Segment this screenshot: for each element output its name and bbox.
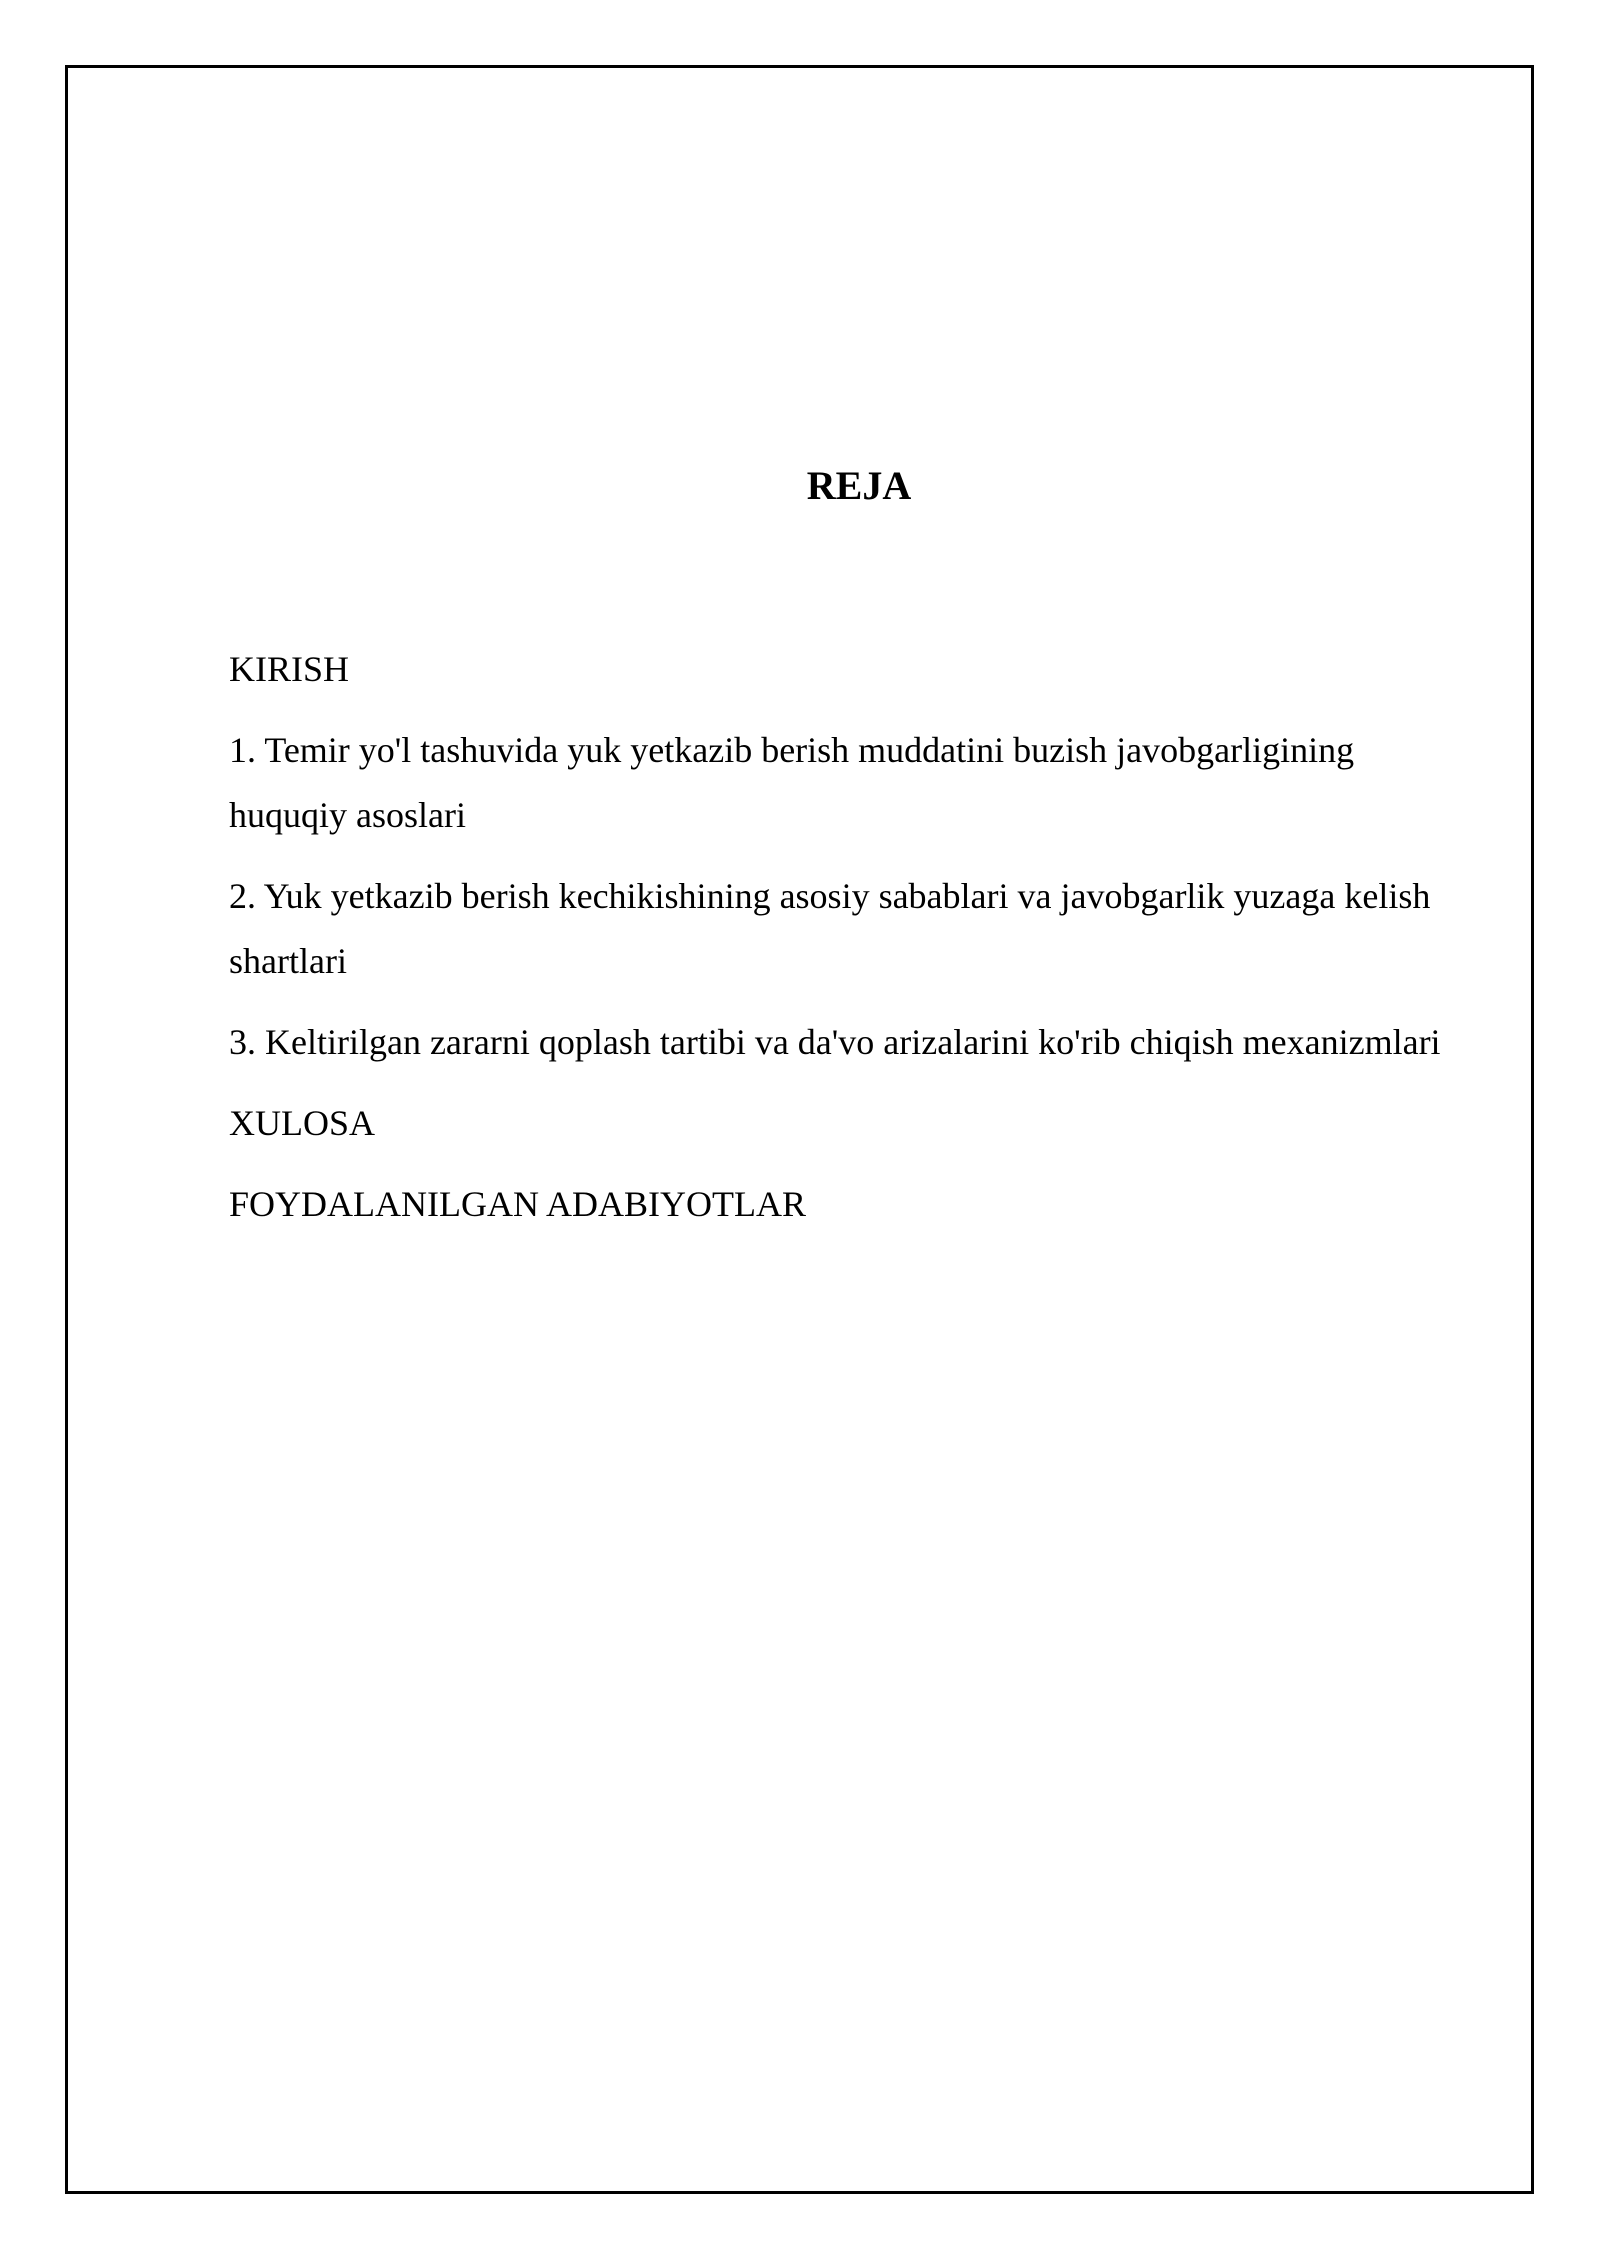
toc-item-conclusion: XULOSA xyxy=(229,1103,376,1143)
toc-item-chapter-1: 1. Temir yo'l tashuvida yuk yetkazib berish muddatini buzish javobgarligining huquqiy asoslari xyxy=(229,730,1355,835)
toc-item-chapter-2: 2. Yuk yetkazib berish kechikishining asosiy sabablari va javobgarlik yuzaga kelish shartlari xyxy=(229,876,1431,981)
toc-item-introduction: KIRISH xyxy=(229,649,350,689)
table-of-contents xyxy=(229,637,1449,1253)
toc-item-references: FOYDALANILGAN ADABIYOTLAR xyxy=(229,1184,806,1224)
page-title: REJA xyxy=(806,463,912,508)
toc-item-chapter-3: 3. Keltirilgan zararni qoplash tartibi va da'vo arizalarini ko'rib chiqish mexanizmlari xyxy=(229,1022,1441,1062)
